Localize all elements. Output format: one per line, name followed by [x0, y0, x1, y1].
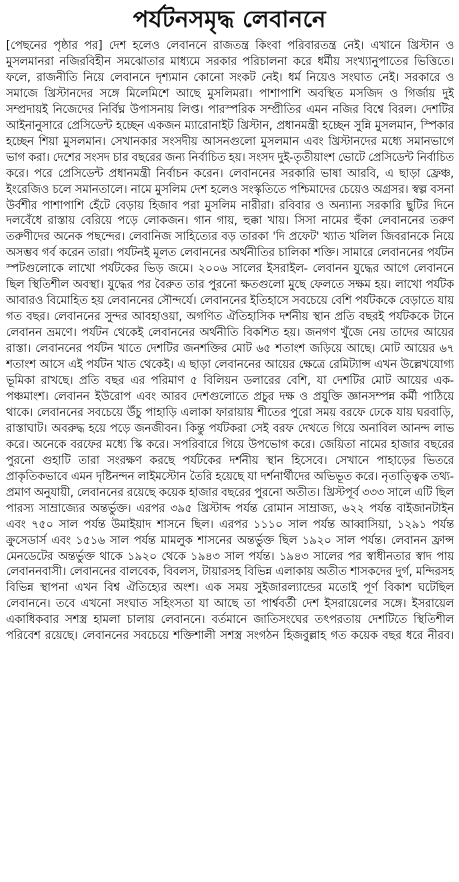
- article-body: [6, 38, 454, 878]
- continued-from-label: [পেছনের পৃষ্ঠার পর]: [6, 39, 103, 52]
- article-headline: পর্যটনসমৃদ্ধ লেবাননে: [132, 7, 326, 33]
- article-text: দেশ হলেও লেবাননে রাজতন্ত্র কিংবা পরিবারতন্ত্র নেই। এখানে খ্রিস্টান ও মুসলমানরা নজিরবিহীন সমঝোতার মাধ্যমে সরকার পরিচালনা করে ধর্মীয় সংখ্যানুপাতের ভিত্তিতে। ফলে, রাজনীতি নিয়ে লেবাননে দৃশ্যমান কোনো সংকট নেই। ধর্ম নিয়েও সংঘাত নেই। সরকারে ও সমাজে খ্রিস্টানদের সঙ্গে মিলেমিশে আছে মুসলিমরা। পাশাপাশি অবস্থিত মসজিদ ও গির্জায় দুই সম্প্রদায়ই নিজেদের নির্বিঘ্ন উপাসনায় লিপ্ত। পারস্পরিক সম্প্রীতির এমন নজির বিশ্বে বিরল। দেশটির আইনানুসারে প্রেসিডেন্ট হচ্ছেন একজন ম্যারোনাইট খ্রিস্টান, প্রধানমন্ত্রী হচ্ছেন সুন্নি মুসলমান, স্পিকার হচ্ছেন শিয়া মুসলমান। সেখানকার সংসদীয় আসনগুলো মুসলমান এবং খ্রিস্টানদের মধ্যে সমানভাগে ভাগ করা। দেশের সংসদ চার বছরের জন্য নির্বাচিত হয়। সংসদ দুই-তৃতীয়াংশ ভোটে প্রেসিডেন্ট নির্বাচিত করে। পরে প্রেসিডেন্ট প্রধানমন্ত্রী নির্বাচন করেন। লেবাননের সরকারি ভাষা আরবি, এ ছাড়া ফ্রেঞ্চ, ইংরেজিও চলে সমানতালে। নামে মুসলিম দেশ হলেও সংস্কৃতিতে পশ্চিমাদের চেয়েও অগ্রসর। স্বল্প বসনা উর্বশীর পাশাপাশি হেঁটে বেড়ায় হিজাব পরা মুসলিম নারীরা। রবিবার ও অন্যান্য সরকারি ছুটির দিনে দলবেঁধে রাস্তায় বেরিয়ে পড়ে লোকজন। গান গায়, হুক্কা খায়। সিসা নামের হুঁকা লেবাননের তরুণ তরুণীদের অনেক পছন্দের। লেবানিজ সাহিত্যের বড় তারকা 'দি প্রফেট' খ্যাত খলিল জিবরানকে নিয়ে অসম্ভব গর্ব করেন তারা। পর্যটনই মূলত লেবাননের অর্থনীতির চালিকা শক্তি। সামারে লেবাননের পর্যটন স্পটগুলোকে লাখো পর্যটকের ভিড় জমে। ২০০৬ সালের ইসরাইল- লেবানন যুদ্ধের আগে লেবাননে ছিল স্থিতিশীল অবস্থা। যুদ্ধের পর বৈরুত তার পুরনো ক্ষতগুলো মুছে ফেলতে সক্ষম হয়। লাখো পর্যটক আবারও বিমোহিত হয় লেবাননের সৌন্দর্যে। লেবাননের ইতিহাসে সবচেয়ে বেশি পর্যটককে বেড়াতে যায় গত বছর। লেবাননের সুন্দর আবহাওয়া, অগণিত ঐতিহাসিক দর্শনীয় স্থান প্রতি বছরই পর্যটককে টানে লেবানন ভ্রমণে। পর্যটন থেকেই লেবাননের অর্থনীতি বিকশিত হয়। জনগণ খুঁজে নেয় তাদের আয়ের রাস্তা। লেবাননের পর্যটন খাতে দেশটির জনশক্তির মোট ৬৫ শতাংশ জড়িয়ে আছে। মোট আয়ের ৬৭ শতাংশ আসে এই পর্যটন খাত থেকেই। এ ছাড়া লেবাননের আয়ের ক্ষেত্রে রেমিট্যান্স এখন উল্লেখযোগ্য ভূমিকা রাখছে। প্রতি বছর এর পরিমাণ ৫ বিলিয়ন ডলারের বেশি, যা দেশটির মোট আয়ের এক-পঞ্চমাংশ। লেবানন ইউরোপ এবং আরব দেশগুলোতে প্রচুর দক্ষ ও প্রযুক্তি জ্ঞানসম্পন্ন কর্মী পাঠিয়ে থাকে। লেবাননের সবচেয়ে উঁচু পাহাড়ি এলাকা ফারায়ায় শীতের পুরো সময় বরফে ঢেকে যায় ঘরবাড়ি, রাস্তাঘাট। অবরুদ্ধ হয়ে পড়ে জনজীবন। কিন্তু পর্যটকরা সেই বরফ দেখতে গিয়ে অনাবিল আনন্দ লাভ করে। অনেকে বরফের মধ্যে স্কি করে। সপরিবারে গিয়ে উপভোগ করে। জেয়িতা নামের হাজার বছরের পুরনো গুহাটি তারা সংরক্ষণ করছে পর্যটকের দর্শনীয় স্থান হিসেবে। সেখানে পাহাড়ের ভিতরে প্রাকৃতিকভাবে এমন দৃষ্টিনন্দন লাইমস্টোন তৈরি হয়েছে যা দর্শনার্থীদের অভিভূত করে। নৃতাত্ত্বিক তথ্য-প্রমাণ অনুযায়ী, লেবাননের রয়েছে কয়েক হাজার বছরের পুরনো অতীত। খ্রিস্টপূর্ব ৩৩৩ সালে এটি ছিল পারস্য সাম্রাজ্যের অন্তর্ভুক্ত। এরপর ৩৯৫ খ্রিস্টাব্দ পর্যন্ত রোমান সাম্রাজ্য, ৬২২ পর্যন্ত বাইজানটাইন এবং ৭৫০ সাল পর্যন্ত উমাইয়াদ শাসনে ছিল। এরপর ১১১০ সাল পর্যন্ত আব্বাসিয়া, ১২৯১ পর্যন্ত ক্রুসেডার্স এবং ১৫১৬ সাল পর্যন্ত মামলুক শাসনের অন্তর্ভুক্ত ছিল ১৯২০ সাল পর্যন্ত। লেবানন ফ্রান্স মেনডেটের অন্তর্ভুক্ত থাকে ১৯২০ থেকে ১৯৪৩ সাল পর্যন্ত। ১৯৪৩ সালের পর স্বাধীনতার স্বাদ পায় লেবাননবাসী। লেবাননের বালবেক, বিবলস, টায়ারসহ বিভিন্ন এলাকায় অতীত শাসকদের দুর্গ, মন্দিরসহ বিভিন্ন স্থাপনা এখন বিশ্ব ঐতিহ্যের অংশ। এক সময় সুইজারল্যান্ডের মতোই পূর্ণ বিকাশ ঘটেছিল লেবাননে। তবে এখনো সংঘাত সহিংসতা যা আছে তা পার্শ্ববর্তী দেশ ইসরায়েলের সঙ্গে। ইসরায়েল একাধিকবার সশস্ত্র হামলা চালায় লেবাননে। বর্তমানে জাতিসংঘের তৎপরতায় দেশটিতে স্থিতিশীল পরিবেশ রয়েছে। লেবাননের সবচেয়ে শক্তিশালী সশস্ত্র সংগঠন হিজবুল্লাহ গত কয়েক বছর ধরে নীরব।: [6, 39, 454, 643]
